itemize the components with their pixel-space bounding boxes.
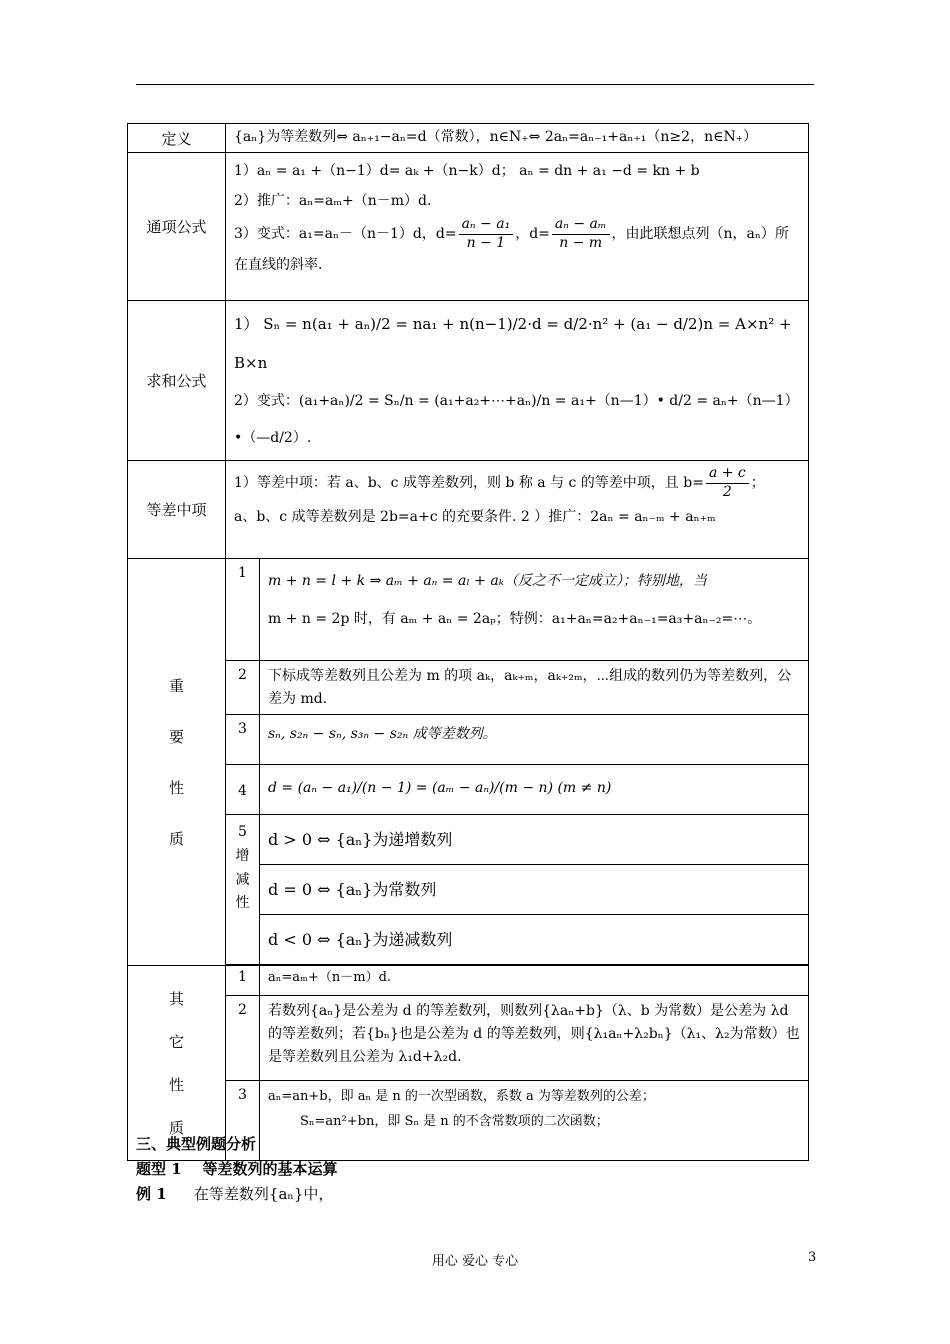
footer-text: 用心 爱心 专心: [431, 1254, 519, 1269]
arith-mean-cell: [226, 461, 809, 559]
label-char: 要: [168, 728, 184, 747]
property-1-a: m + n = l + k ⇒ aₘ + aₙ = aₗ + aₖ（反之不一定成立）；特别地，当: [268, 573, 707, 590]
property-1: [260, 559, 809, 661]
arith-mean-2: a、b、c 成等差数列是 2b=a+c 的充要条件. 2 ）推广：2aₙ = aₙ₋ₘ + aₙ₊ₘ: [234, 509, 716, 526]
other-property-3-a: aₙ=an+b，即 aₙ 是 n 的一次型函数，系数 a 为等差数列的公差；: [268, 1088, 655, 1104]
property-3: sₙ, s₂ₙ − sₙ, s₃ₙ − s₂ₙ 成等差数列。: [260, 714, 809, 764]
property-number: 2: [226, 996, 260, 1081]
example-line: [136, 1183, 333, 1204]
property-number: 5: [238, 823, 247, 840]
formula-table: [127, 123, 809, 1161]
general-term-label: 通项公式: [128, 153, 226, 301]
general-term-3-a: 3）变式：a₁=aₙ－（n－1）d，d=: [234, 226, 457, 243]
arith-mean-1: [234, 465, 800, 501]
other-property-3: [260, 1080, 809, 1160]
property-number: 4: [226, 764, 260, 814]
general-term-2: 2）推广：aₙ=aₘ+（n－m）d.: [234, 192, 432, 209]
property-number: 3: [226, 714, 260, 764]
property-1-b: m + n = 2p 时，有 aₘ + aₙ = 2aₚ；特例：a₁+aₙ=a₂+aₙ₋₁=a₃+aₙ₋₂=⋯。: [268, 610, 762, 627]
slope-fraction-1: $\frac{\text{aₙ − a₁}}{n - 1}$: [459, 216, 514, 252]
property-4: d = (aₙ − a₁)/(n − 1) = (aₘ − aₙ)/(m − n) (m ≠ n): [260, 764, 809, 814]
label-char: 它: [168, 1032, 184, 1051]
property-number: 1: [226, 965, 260, 995]
label-char: 增: [235, 847, 250, 864]
property-number: 2: [226, 661, 260, 715]
label-char: 性: [235, 895, 250, 912]
general-term-1: 1）aₙ = a₁ +（n−1）d= aₖ +（n−k）d； aₙ = dn + a₁ −d = kn + b: [234, 163, 700, 180]
mean-fraction: $\frac{a + c}{2}$: [706, 465, 749, 501]
property-2: 下标成等差数列且公差为 m 的项 aₖ，aₖ₊ₘ，aₖ₊₂ₘ，⋯组成的数列仍为等差数列，公差为 md.: [260, 661, 809, 715]
arith-mean-label: 等差中项: [128, 461, 226, 559]
sum-formula-label: 求和公式: [128, 301, 226, 461]
label-char: 质: [168, 830, 184, 849]
monotonicity-label: [226, 814, 260, 964]
arith-mean-1-text: 1）等差中项：若 a、b、c 成等差数列，则 b 称 a 与 c 的等差中项，且 b=: [234, 475, 704, 492]
general-term-3: [234, 216, 800, 279]
arith-mean-1-end: ；: [750, 475, 765, 492]
monotonic-decreasing: d < 0 ⇔ {aₙ}为递减数列: [260, 914, 809, 964]
sum-formula-1: 1） Sₙ = n(a₁ + aₙ)/2 = na₁ + n(n−1)/2·d = d/2·n² + (a₁ − d/2)n = A×n² + B×n: [234, 315, 792, 373]
property-number: 3: [226, 1080, 260, 1160]
slope-fraction-2: $\frac{\text{aₙ − aₘ}}{n - m}$: [552, 216, 610, 252]
label-char: 质: [168, 1118, 184, 1137]
example-text: 在等差数列{aₙ}中，: [193, 1185, 334, 1203]
definition-text: {aₙ}为等差数列⇔ aₙ₊₁−aₙ=d（常数），n∈N₊⇔ 2aₙ=aₙ₋₁+aₙ₊₁（n≥2，n∈N₊）: [226, 124, 809, 153]
general-term-cell: [226, 153, 809, 301]
property-number: 1: [226, 559, 260, 661]
other-property-1: aₙ=aₘ+（n－m）d.: [260, 965, 809, 995]
general-term-3-c: ，由此联想点列（n，aₙ）所在直线的斜率.: [234, 226, 789, 274]
header-rule: [136, 84, 814, 85]
label-char: 其: [168, 989, 184, 1008]
sum-formula-2: 2）变式：(a₁+aₙ)/2 = Sₙ/n = (a₁+a₂+⋯+aₙ)/n = a₁+（n—1）• d/2 = aₙ+（n—1）•（—d/2）.: [234, 393, 799, 446]
sum-formula-cell: [226, 301, 809, 461]
other-properties-label: [128, 965, 226, 1160]
section-heading: 三、典型例题分析: [136, 1135, 257, 1153]
other-property-3-b: Sₙ=an²+bn，即 Sₙ 是 n 的不含常数项的二次函数；: [300, 1113, 609, 1129]
example-label: 例 1: [136, 1185, 167, 1203]
label-char: 性: [168, 779, 184, 798]
important-properties-label: [128, 559, 226, 966]
other-property-2: 若数列{aₙ}是公差为 d 的等差数列，则数列{λaₙ+b}（λ、b 为常数）是公差为 λd 的等差数列；若{bₙ}也是公差为 d 的等差数列，则{λ₁aₙ+λ₂bₙ}（λ₁、λ₂为常数）也是等差数列且公差为 λ₁d+λ₂d.: [260, 996, 809, 1081]
type-heading: 题型 1 等差数列的基本运算: [136, 1160, 338, 1178]
label-char: 性: [168, 1075, 184, 1094]
monotonic-constant: d = 0 ⇔ {aₙ}为常数列: [260, 864, 809, 914]
monotonic-increasing: d > 0 ⇔ {aₙ}为递增数列: [260, 814, 809, 864]
label-char: 减: [235, 871, 250, 888]
definition-label: 定义: [128, 124, 226, 153]
label-char: 重: [168, 677, 184, 696]
general-term-3-b: ，d=: [515, 226, 550, 243]
page-number: 3: [808, 1250, 817, 1265]
